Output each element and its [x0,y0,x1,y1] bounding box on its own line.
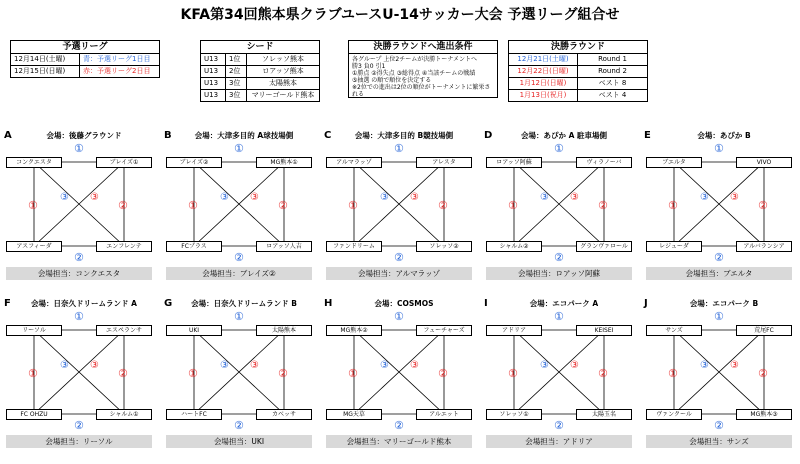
match-number: ① [74,310,84,323]
team-bottom-left: ハートFC [166,409,222,420]
condition-line: 各グループ 上位2チームが決勝トーナメントへ [352,56,478,63]
match-number: ③ [380,192,389,203]
seed-team: 太陽熊本 [246,78,319,89]
match-number: ② [758,199,768,212]
prelim-league-box [10,40,160,78]
prelim-desc: 青：予選リーグ1日目 [79,54,153,65]
seed-row [201,90,319,101]
match-number: ③ [220,360,229,371]
condition-line: ⑤抽選 の順で順位を決定する [352,77,432,84]
match-number: ② [438,367,448,380]
team-bottom-left: FC OHZU [6,409,62,420]
group-letter: H [324,298,333,309]
final-date: 12月22日(日曜) [517,67,569,75]
match-number: ③ [250,360,259,371]
match-number: ③ [60,192,69,203]
final-row [509,66,647,78]
team-top-right: VIVO [736,157,792,168]
team-top-right: MG熊本① [256,157,312,168]
team-bottom-left: FCプラス [166,241,222,252]
match-number: ③ [60,360,69,371]
team-top-left: サンズ [646,325,702,336]
match-number: ① [348,367,358,380]
seed-row [201,66,319,78]
match-number: ② [234,251,244,264]
match-number: ③ [90,360,99,371]
team-bottom-left: ファンドリーム [326,241,382,252]
conditions-header: 決勝ラウンドへ進出条件 [349,41,497,54]
match-number: ③ [570,192,579,203]
match-number: ③ [220,192,229,203]
match-number: ③ [730,360,739,371]
match-number: ② [394,251,404,264]
seed-cat: U13 [204,91,219,99]
match-number: ① [554,310,564,323]
match-number: ① [508,199,518,212]
seed-rank: 1位 [225,54,246,65]
seed-rank: 2位 [225,66,246,77]
match-number: ② [118,199,128,212]
match-number: ① [394,142,404,155]
group-letter: C [324,130,332,141]
match-number: ① [188,199,198,212]
team-bottom-left: シャルム② [486,241,542,252]
group-venue-manager: 会場担当：ブレイズ② [166,267,312,280]
group-letter: E [644,130,651,141]
team-bottom-right: カベッサ [256,409,312,420]
team-bottom-right: 太陽玉名 [576,409,632,420]
match-number: ① [74,142,84,155]
group-c [324,130,474,280]
group-venue: 会場：エコパーク B [689,299,759,308]
group-b [164,130,314,280]
match-number: ① [28,199,38,212]
team-top-left: ブレイズ② [166,157,222,168]
match-number: ③ [570,360,579,371]
match-number: ② [598,199,608,212]
team-bottom-right: ロアッソ人吉 [256,241,312,252]
final-row [509,90,647,101]
team-top-right: 太陽熊本 [256,325,312,336]
team-top-right: ブレイズ① [96,157,152,168]
group-letter: F [4,298,11,309]
team-top-left: ロアッソ阿蘇 [486,157,542,168]
group-venue: 会場：COSMOS [374,299,434,308]
seed-cat: U13 [204,67,219,75]
match-number: ① [554,142,564,155]
team-bottom-right: ソレッソ② [416,241,472,252]
team-bottom-left: アスフィーダ [6,241,62,252]
group-venue: 会場：日奈久ドリームランド A [31,299,137,308]
team-bottom-right: シャルム① [96,409,152,420]
match-number: ② [74,419,84,432]
prelim-date: 12月14日(土曜) [14,55,66,63]
group-venue: 会場：あぴか A 駐車場側 [520,131,608,140]
group-letter: D [484,130,493,141]
match-number: ② [554,251,564,264]
team-bottom-left: レジューダ [646,241,702,252]
final-round: Round 2 [577,66,647,77]
match-number: ② [394,419,404,432]
final-row [509,78,647,90]
group-venue-manager: 会場担当：マリーゴールド熊本 [326,435,472,448]
match-number: ③ [410,192,419,203]
seed-row [201,78,319,90]
seed-rank: 3位 [225,90,246,101]
seed-header: シード [201,41,319,54]
group-letter: J [644,298,648,309]
condition-line: ①勝点 ②得失点 ③総得点 ④当該チームの戦績 [352,70,476,77]
team-bottom-right: MG熊本③ [736,409,792,420]
match-number: ③ [380,360,389,371]
group-venue: 会場：日奈久ドリームランド B [191,299,297,308]
match-number: ③ [250,192,259,203]
seed-team: ソレッソ熊本 [246,54,319,65]
match-number: ① [668,199,678,212]
match-number: ② [118,367,128,380]
seed-row [201,54,319,66]
match-number: ① [28,367,38,380]
group-venue-manager: 会場担当：コンクエスタ [6,267,152,280]
match-number: ① [714,142,724,155]
group-venue-manager: 会場担当：ロアッソ阿蘇 [486,267,632,280]
match-number: ③ [540,360,549,371]
final-round: ベスト 4 [577,90,647,101]
seed-team: ロアッソ熊本 [246,66,319,77]
group-venue-manager: 会場担当：UKI [166,435,312,448]
group-a [4,130,154,280]
group-g [164,298,314,448]
match-number: ② [598,367,608,380]
prelim-row [11,66,159,77]
match-number: ③ [730,192,739,203]
prelim-row [11,54,159,66]
match-number: ① [714,310,724,323]
group-f [4,298,154,448]
match-number: ③ [90,192,99,203]
match-number: ③ [700,192,709,203]
group-venue: 会場：エコパーク A [529,299,599,308]
match-number: ② [714,251,724,264]
team-top-left: リーソル [6,325,62,336]
group-i [484,298,634,448]
team-top-left: UKI [166,325,222,336]
match-number: ② [278,367,288,380]
match-number: ① [188,367,198,380]
group-e [644,130,794,280]
match-number: ② [278,199,288,212]
team-bottom-right: エンフレンテ [96,241,152,252]
seed-box [200,40,320,102]
group-venue-manager: 会場担当：ブエルタ [646,267,792,280]
team-top-left: ブエルタ [646,157,702,168]
prelim-desc: 赤：予選リーグ2日目 [79,66,153,77]
group-letter: G [164,298,173,309]
match-number: ① [394,310,404,323]
match-number: ③ [700,360,709,371]
match-number: ③ [410,360,419,371]
condition-line: 勝3 負0 引1 [352,63,386,70]
seed-rank: 3位 [225,78,246,89]
final-round-box [508,40,648,102]
team-top-right: KEISEI [576,325,632,336]
group-venue: 会場：あぴか B [697,131,751,140]
group-venue: 会場：後藤グラウンド [46,131,122,140]
group-h [324,298,474,448]
match-number: ① [348,199,358,212]
team-top-left: アルマラッゾ [326,157,382,168]
group-venue: 会場：大津多目的 A球技場側 [194,131,294,140]
match-number: ② [758,367,768,380]
seed-cat: U13 [204,79,219,87]
group-venue-manager: 会場担当：リーソル [6,435,152,448]
condition-line: ※2位での進出は2位の順位がトーナメントに繁栄される [352,84,491,98]
match-number: ③ [540,192,549,203]
team-top-right: ヴィラノーバ [576,157,632,168]
match-number: ① [668,367,678,380]
final-date: 1月13日(祝月) [519,91,567,99]
group-letter: B [164,130,172,141]
match-number: ① [234,142,244,155]
team-top-left: コンクエスタ [6,157,62,168]
team-bottom-left: ヴァンクール [646,409,702,420]
prelim-date: 12月15日(日曜) [14,67,66,75]
team-bottom-right: アルエット [416,409,472,420]
group-venue-manager: 会場担当：サンズ [646,435,792,448]
final-date: 12月21日(土曜) [517,55,569,63]
group-letter: I [484,298,488,309]
match-number: ② [714,419,724,432]
team-top-left: アドリア [486,325,542,336]
group-venue-manager: 会場担当：アドリア [486,435,632,448]
final-round: ベスト 8 [577,78,647,89]
group-venue-manager: 会場担当：アルマラッゾ [326,267,472,280]
group-d [484,130,634,280]
seed-team: マリーゴールド熊本 [246,90,319,101]
match-number: ① [234,310,244,323]
final-round-header: 決勝ラウンド [509,41,647,54]
team-top-right: エスペランサ [96,325,152,336]
page-title: KFA第34回熊本県クラブユースU-14サッカー大会 予選リーグ組合せ [180,7,620,23]
prelim-league-header: 予選リーグ [11,41,159,54]
seed-cat: U13 [204,55,219,63]
match-number: ② [438,199,448,212]
team-top-right: 荒尾FC [736,325,792,336]
team-top-left: MG熊本② [326,325,382,336]
final-row [509,54,647,66]
group-j [644,298,794,448]
match-number: ② [74,251,84,264]
team-top-right: アレスタ [416,157,472,168]
team-bottom-left: MG天草 [326,409,382,420]
match-number: ② [234,419,244,432]
group-letter: A [4,130,12,141]
team-bottom-right: グランヴァロール [576,241,632,252]
team-bottom-right: アルバランシア [736,241,792,252]
match-number: ① [508,367,518,380]
group-venue: 会場：大津多目的 B競技場側 [354,131,454,140]
team-bottom-left: ソレッソ① [486,409,542,420]
final-round: Round 1 [577,54,647,65]
match-number: ② [554,419,564,432]
team-top-right: フューチャーズ [416,325,472,336]
conditions-box [348,40,498,98]
final-date: 1月12日(日曜) [519,79,567,87]
